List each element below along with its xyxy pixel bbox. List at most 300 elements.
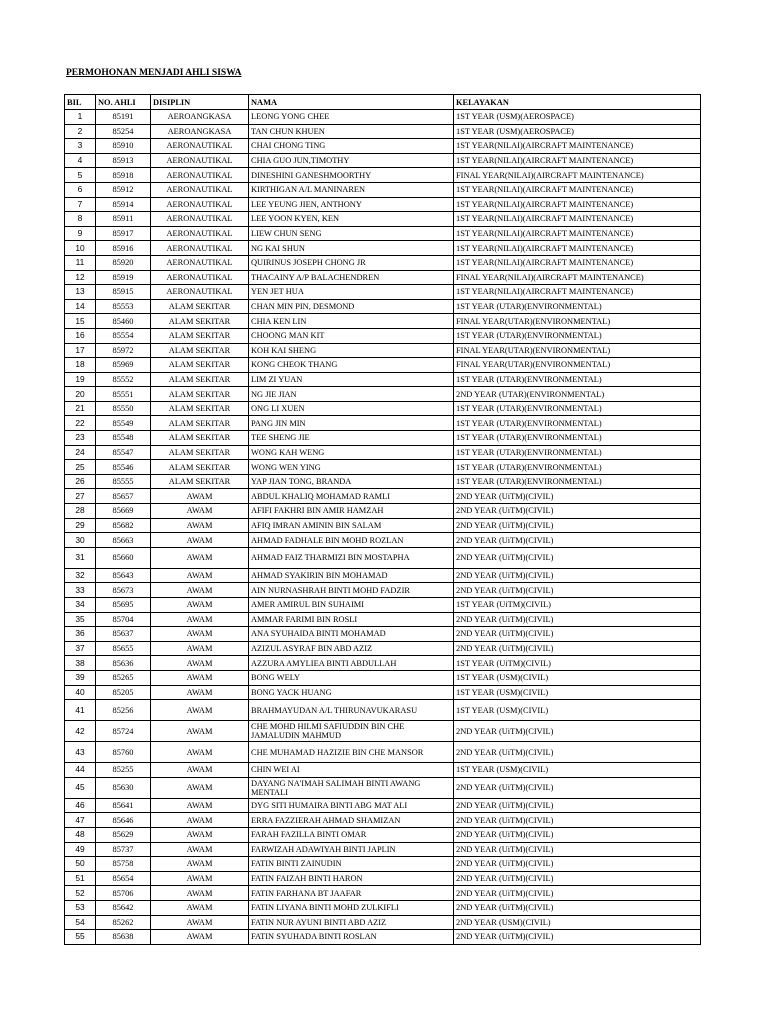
cell-kelayakan: 2ND YEAR (UTAR)(ENVIRONMENTAL) [454,387,701,402]
table-row [65,241,701,256]
cell-no-ahli: 85737 [96,842,151,857]
cell-nama: AZZURA AMYLIEA BINTI ABDULLAH [249,656,454,671]
cell-nama: AFIFI FAKHRI BIN AMIR HAMZAH [249,504,454,519]
cell-nama: WONG KAH WENG [249,445,454,460]
cell-nama: BONG YACK HUANG [249,685,454,700]
cell-kelayakan: FINAL YEAR(NILAI)(AIRCRAFT MAINTENANCE) [454,168,701,183]
cell-no-ahli: 85549 [96,416,151,431]
cell-kelayakan: 1ST YEAR (USM)(CIVIL) [454,685,701,700]
cell-disiplin: AERONAUTIKAL [151,285,249,300]
table-row [65,270,701,285]
cell-nama: AHMAD SYAKIRIN BIN MOHAMAD [249,568,454,583]
cell-kelayakan: 2ND YEAR (UiTM)(CIVIL) [454,504,701,519]
cell-disiplin: ALAM SEKITAR [151,343,249,358]
cell-kelayakan: 1ST YEAR (UiTM)(CIVIL) [454,656,701,671]
table-row [65,285,701,300]
cell-bil: 2 [65,124,96,139]
table-row [65,110,701,125]
table-row [65,598,701,613]
cell-bil: 39 [65,670,96,685]
cell-bil: 1 [65,110,96,125]
cell-bil: 51 [65,871,96,886]
cell-bil: 22 [65,416,96,431]
cell-nama: FATIN BINTI ZAINUDIN [249,857,454,872]
table-row [65,387,701,402]
cell-no-ahli: 85915 [96,285,151,300]
cell-no-ahli: 85255 [96,763,151,778]
cell-no-ahli: 85914 [96,197,151,212]
table-body [65,110,701,945]
cell-bil: 18 [65,358,96,373]
cell-nama: CHAI CHONG TING [249,139,454,154]
cell-no-ahli: 85682 [96,518,151,533]
cell-nama: KOH KAI SHENG [249,343,454,358]
cell-no-ahli: 85919 [96,270,151,285]
cell-kelayakan: FINAL YEAR(UTAR)(ENVIRONMENTAL) [454,314,701,329]
cell-kelayakan: 2ND YEAR (USM)(CIVIL) [454,915,701,930]
cell-kelayakan: 1ST YEAR(NILAI)(AIRCRAFT MAINTENANCE) [454,139,701,154]
cell-nama: KONG CHEOK THANG [249,358,454,373]
cell-disiplin: AWAM [151,518,249,533]
cell-bil: 21 [65,401,96,416]
cell-nama: LIEW CHUN SENG [249,226,454,241]
table-row [65,445,701,460]
table-row [65,827,701,842]
cell-disiplin: ALAM SEKITAR [151,299,249,314]
cell-nama: THACAINY A/P BALACHENDREN [249,270,454,285]
cell-nama: CHOONG MAN KIT [249,328,454,343]
table-row [65,627,701,642]
cell-no-ahli: 85553 [96,299,151,314]
cell-kelayakan: 2ND YEAR (UiTM)(CIVIL) [454,547,701,568]
table-row [65,670,701,685]
cell-no-ahli: 85205 [96,685,151,700]
table-row [65,416,701,431]
table-row [65,798,701,813]
cell-nama: FARAH FAZILLA BINTI OMAR [249,827,454,842]
table-row [65,656,701,671]
cell-disiplin: AWAM [151,533,249,548]
cell-disiplin: AWAM [151,598,249,613]
cell-bil: 5 [65,168,96,183]
cell-kelayakan: 2ND YEAR (UiTM)(CIVIL) [454,518,701,533]
cell-kelayakan: 2ND YEAR (UiTM)(CIVIL) [454,886,701,901]
cell-kelayakan: 2ND YEAR (UiTM)(CIVIL) [454,798,701,813]
cell-no-ahli: 85641 [96,798,151,813]
cell-nama: PANG JIN MIN [249,416,454,431]
table-row [65,518,701,533]
cell-nama: NG JIE JIAN [249,387,454,402]
cell-disiplin: AWAM [151,547,249,568]
cell-nama: LEE YEUNG JIEN, ANTHONY [249,197,454,212]
header-kelayakan: KELAYAKAN [454,95,701,110]
cell-bil: 19 [65,372,96,387]
cell-kelayakan: 1ST YEAR(NILAI)(AIRCRAFT MAINTENANCE) [454,241,701,256]
cell-nama: AMMAR FARIMI BIN ROSLI [249,612,454,627]
cell-kelayakan: 2ND YEAR (UiTM)(CIVIL) [454,857,701,872]
table-row [65,314,701,329]
cell-disiplin: AWAM [151,504,249,519]
cell-nama: QUIRINUS JOSEPH CHONG JR [249,255,454,270]
cell-no-ahli: 85654 [96,871,151,886]
cell-kelayakan: 2ND YEAR (UiTM)(CIVIL) [454,871,701,886]
cell-kelayakan: 1ST YEAR (USM)(CIVIL) [454,763,701,778]
table-row [65,612,701,627]
table-row [65,182,701,197]
table-row [65,700,701,721]
cell-no-ahli: 85695 [96,598,151,613]
cell-disiplin: ALAM SEKITAR [151,328,249,343]
cell-nama: AFIQ IMRAN AMININ BIN SALAM [249,518,454,533]
cell-disiplin: AEROANGKASA [151,124,249,139]
cell-bil: 25 [65,460,96,475]
cell-nama: LEONG YONG CHEE [249,110,454,125]
cell-nama: ABDUL KHALIQ MOHAMAD RAMLI [249,489,454,504]
cell-no-ahli: 85760 [96,742,151,763]
cell-disiplin: ALAM SEKITAR [151,445,249,460]
cell-no-ahli: 85636 [96,656,151,671]
cell-kelayakan: 1ST YEAR (UiTM)(CIVIL) [454,598,701,613]
cell-bil: 55 [65,930,96,945]
cell-bil: 40 [65,685,96,700]
cell-disiplin: AEROANGKASA [151,110,249,125]
cell-nama: FATIN FARHANA BT JAAFAR [249,886,454,901]
cell-no-ahli: 85912 [96,182,151,197]
cell-disiplin: ALAM SEKITAR [151,314,249,329]
cell-disiplin: AWAM [151,886,249,901]
cell-nama: CHE MUHAMAD HAZIZIE BIN CHE MANSOR [249,742,454,763]
cell-no-ahli: 85646 [96,813,151,828]
cell-bil: 7 [65,197,96,212]
cell-bil: 46 [65,798,96,813]
cell-bil: 54 [65,915,96,930]
cell-no-ahli: 85637 [96,627,151,642]
cell-nama: AHMAD FAIZ THARMIZI BIN MOSTAPHA [249,547,454,568]
table-row [65,685,701,700]
cell-disiplin: AERONAUTIKAL [151,241,249,256]
cell-bil: 31 [65,547,96,568]
cell-no-ahli: 85551 [96,387,151,402]
cell-bil: 28 [65,504,96,519]
cell-kelayakan: 2ND YEAR (UiTM)(CIVIL) [454,489,701,504]
table-row [65,915,701,930]
page-title: PERMOHONAN MENJADI AHLI SISWA [66,68,242,78]
cell-bil: 17 [65,343,96,358]
cell-no-ahli: 85191 [96,110,151,125]
table-row [65,930,701,945]
table-row [65,431,701,446]
table-header-row [65,95,701,110]
cell-no-ahli: 85546 [96,460,151,475]
cell-bil: 13 [65,285,96,300]
cell-bil: 35 [65,612,96,627]
cell-disiplin: AWAM [151,568,249,583]
cell-bil: 4 [65,153,96,168]
cell-disiplin: AWAM [151,670,249,685]
cell-bil: 42 [65,721,96,742]
cell-disiplin: AERONAUTIKAL [151,139,249,154]
cell-no-ahli: 85256 [96,700,151,721]
cell-kelayakan: 1ST YEAR(NILAI)(AIRCRAFT MAINTENANCE) [454,153,701,168]
cell-disiplin: AWAM [151,583,249,598]
cell-bil: 48 [65,827,96,842]
table-row [65,343,701,358]
cell-nama: YAP JIAN TONG, BRANDA [249,474,454,489]
table-row [65,533,701,548]
cell-bil: 8 [65,212,96,227]
cell-bil: 26 [65,474,96,489]
cell-bil: 9 [65,226,96,241]
cell-bil: 14 [65,299,96,314]
table-row [65,168,701,183]
cell-nama: CHE MOHD HILMI SAFIUDDIN BIN CHE JAMALUDIN MAHMUD [249,721,454,742]
cell-disiplin: AWAM [151,827,249,842]
cell-disiplin: AWAM [151,656,249,671]
cell-kelayakan: FINAL YEAR(UTAR)(ENVIRONMENTAL) [454,358,701,373]
cell-kelayakan: 1ST YEAR (USM)(AEROSPACE) [454,124,701,139]
cell-nama: FATIN SYUHADA BINTI ROSLAN [249,930,454,945]
cell-nama: AHMAD FADHALE BIN MOHD ROZLAN [249,533,454,548]
cell-bil: 20 [65,387,96,402]
cell-kelayakan: 2ND YEAR (UiTM)(CIVIL) [454,827,701,842]
cell-disiplin: AWAM [151,641,249,656]
cell-nama: WONG WEN YING [249,460,454,475]
cell-no-ahli: 85643 [96,568,151,583]
table-row [65,474,701,489]
cell-nama: TAN CHUN KHUEN [249,124,454,139]
cell-kelayakan: 2ND YEAR (UiTM)(CIVIL) [454,641,701,656]
table-row [65,139,701,154]
cell-nama: DYG SITI HUMAIRA BINTI ABG MAT ALI [249,798,454,813]
table-row [65,460,701,475]
table-row [65,212,701,227]
cell-disiplin: ALAM SEKITAR [151,431,249,446]
cell-disiplin: AWAM [151,930,249,945]
cell-bil: 33 [65,583,96,598]
cell-disiplin: AERONAUTIKAL [151,270,249,285]
cell-kelayakan: 1ST YEAR(NILAI)(AIRCRAFT MAINTENANCE) [454,226,701,241]
cell-bil: 16 [65,328,96,343]
cell-nama: DINESHINI GANESHMOORTHY [249,168,454,183]
cell-bil: 15 [65,314,96,329]
cell-no-ahli: 85642 [96,900,151,915]
table-row [65,504,701,519]
cell-nama: ERRA FAZZIERAH AHMAD SHAMIZAN [249,813,454,828]
cell-no-ahli: 85913 [96,153,151,168]
cell-disiplin: AERONAUTIKAL [151,168,249,183]
cell-kelayakan: 1ST YEAR (UTAR)(ENVIRONMENTAL) [454,460,701,475]
cell-kelayakan: 2ND YEAR (UiTM)(CIVIL) [454,627,701,642]
header-nama: NAMA [249,95,454,110]
cell-nama: AIN NURNASHRAH BINTI MOHD FADZIR [249,583,454,598]
cell-kelayakan: 2ND YEAR (UiTM)(CIVIL) [454,930,701,945]
table-row [65,124,701,139]
cell-disiplin: AWAM [151,871,249,886]
cell-disiplin: AWAM [151,798,249,813]
cell-kelayakan: 2ND YEAR (UiTM)(CIVIL) [454,813,701,828]
table-row [65,358,701,373]
cell-nama: LEE YOON KYEN, KEN [249,212,454,227]
cell-kelayakan: 1ST YEAR(NILAI)(AIRCRAFT MAINTENANCE) [454,182,701,197]
table-row [65,842,701,857]
table-row [65,763,701,778]
cell-no-ahli: 85630 [96,777,151,798]
cell-nama: AMER AMIRUL BIN SUHAIMI [249,598,454,613]
cell-nama: YEN JET HUA [249,285,454,300]
cell-nama: CHAN MIN PIN, DESMOND [249,299,454,314]
cell-bil: 47 [65,813,96,828]
cell-no-ahli: 85910 [96,139,151,154]
cell-bil: 11 [65,255,96,270]
cell-bil: 53 [65,900,96,915]
cell-bil: 44 [65,763,96,778]
cell-no-ahli: 85638 [96,930,151,945]
cell-bil: 45 [65,777,96,798]
cell-disiplin: AWAM [151,489,249,504]
table-row [65,401,701,416]
cell-no-ahli: 85548 [96,431,151,446]
cell-disiplin: ALAM SEKITAR [151,401,249,416]
cell-no-ahli: 85673 [96,583,151,598]
cell-no-ahli: 85916 [96,241,151,256]
table-row [65,299,701,314]
cell-no-ahli: 85460 [96,314,151,329]
cell-disiplin: ALAM SEKITAR [151,474,249,489]
table-row [65,197,701,212]
cell-nama: FATIN LIYANA BINTI MOHD ZULKIFLI [249,900,454,915]
cell-no-ahli: 85660 [96,547,151,568]
cell-no-ahli: 85663 [96,533,151,548]
cell-kelayakan: 1ST YEAR(NILAI)(AIRCRAFT MAINTENANCE) [454,212,701,227]
cell-kelayakan: 2ND YEAR (UiTM)(CIVIL) [454,777,701,798]
cell-disiplin: AWAM [151,842,249,857]
cell-nama: FARWIZAH ADAWIYAH BINTI JAPLIN [249,842,454,857]
cell-disiplin: AWAM [151,915,249,930]
cell-bil: 43 [65,742,96,763]
cell-disiplin: AWAM [151,742,249,763]
cell-bil: 10 [65,241,96,256]
cell-disiplin: AERONAUTIKAL [151,212,249,227]
header-disiplin: DISIPLIN [151,95,249,110]
table-row [65,255,701,270]
cell-no-ahli: 85265 [96,670,151,685]
cell-no-ahli: 85254 [96,124,151,139]
cell-kelayakan: 2ND YEAR (UiTM)(CIVIL) [454,583,701,598]
cell-kelayakan: 2ND YEAR (UiTM)(CIVIL) [454,742,701,763]
cell-bil: 38 [65,656,96,671]
cell-disiplin: AWAM [151,900,249,915]
cell-no-ahli: 85547 [96,445,151,460]
cell-nama: CHIA GUO JUN,TIMOTHY [249,153,454,168]
cell-no-ahli: 85555 [96,474,151,489]
cell-disiplin: AWAM [151,763,249,778]
cell-kelayakan: FINAL YEAR(UTAR)(ENVIRONMENTAL) [454,343,701,358]
cell-bil: 12 [65,270,96,285]
cell-no-ahli: 85554 [96,328,151,343]
cell-no-ahli: 85550 [96,401,151,416]
cell-disiplin: AWAM [151,612,249,627]
cell-no-ahli: 85552 [96,372,151,387]
cell-disiplin: AERONAUTIKAL [151,153,249,168]
cell-disiplin: ALAM SEKITAR [151,372,249,387]
cell-no-ahli: 85758 [96,857,151,872]
cell-kelayakan: 1ST YEAR (UTAR)(ENVIRONMENTAL) [454,445,701,460]
cell-nama: TEE SHENG JIE [249,431,454,446]
table-row [65,547,701,568]
table-row [65,226,701,241]
cell-kelayakan: 1ST YEAR(NILAI)(AIRCRAFT MAINTENANCE) [454,197,701,212]
table-row [65,886,701,901]
cell-bil: 50 [65,857,96,872]
cell-no-ahli: 85657 [96,489,151,504]
table-row [65,372,701,387]
table-row [65,641,701,656]
cell-disiplin: AERONAUTIKAL [151,182,249,197]
table-row [65,857,701,872]
cell-nama: ANA SYUHAIDA BINTI MOHAMAD [249,627,454,642]
cell-nama: NG KAI SHUN [249,241,454,256]
header-bil: BIL [65,95,96,110]
cell-no-ahli: 85704 [96,612,151,627]
cell-kelayakan: 1ST YEAR (USM)(CIVIL) [454,670,701,685]
cell-disiplin: ALAM SEKITAR [151,416,249,431]
cell-no-ahli: 85911 [96,212,151,227]
cell-bil: 29 [65,518,96,533]
cell-disiplin: AWAM [151,813,249,828]
cell-nama: KIRTHIGAN A/L MANINAREN [249,182,454,197]
cell-disiplin: AWAM [151,627,249,642]
cell-kelayakan: 1ST YEAR(NILAI)(AIRCRAFT MAINTENANCE) [454,255,701,270]
table-row [65,328,701,343]
cell-no-ahli: 85655 [96,641,151,656]
cell-bil: 27 [65,489,96,504]
cell-kelayakan: 1ST YEAR(NILAI)(AIRCRAFT MAINTENANCE) [454,285,701,300]
cell-kelayakan: 1ST YEAR (UTAR)(ENVIRONMENTAL) [454,372,701,387]
cell-kelayakan: 1ST YEAR (UTAR)(ENVIRONMENTAL) [454,474,701,489]
cell-nama: CHIN WEI AI [249,763,454,778]
cell-bil: 6 [65,182,96,197]
cell-bil: 24 [65,445,96,460]
cell-bil: 36 [65,627,96,642]
cell-disiplin: AERONAUTIKAL [151,197,249,212]
table-row [65,777,701,798]
cell-no-ahli: 85920 [96,255,151,270]
member-table [64,94,701,945]
cell-bil: 34 [65,598,96,613]
cell-nama: FATIN NUR AYUNI BINTI ABD AZIZ [249,915,454,930]
cell-nama: CHIA KEN LIN [249,314,454,329]
cell-no-ahli: 85972 [96,343,151,358]
cell-bil: 32 [65,568,96,583]
cell-kelayakan: 2ND YEAR (UiTM)(CIVIL) [454,612,701,627]
cell-no-ahli: 85918 [96,168,151,183]
cell-kelayakan: 1ST YEAR (UTAR)(ENVIRONMENTAL) [454,401,701,416]
cell-nama: ONG LI XUEN [249,401,454,416]
cell-no-ahli: 85629 [96,827,151,842]
cell-kelayakan: 2ND YEAR (UiTM)(CIVIL) [454,568,701,583]
cell-no-ahli: 85669 [96,504,151,519]
cell-nama: FATIN FAIZAH BINTI HARON [249,871,454,886]
cell-no-ahli: 85969 [96,358,151,373]
cell-kelayakan: 2ND YEAR (UiTM)(CIVIL) [454,842,701,857]
cell-kelayakan: 2ND YEAR (UiTM)(CIVIL) [454,721,701,742]
cell-kelayakan: 2ND YEAR (UiTM)(CIVIL) [454,533,701,548]
cell-disiplin: AWAM [151,777,249,798]
table-row [65,583,701,598]
cell-no-ahli: 85724 [96,721,151,742]
table-row [65,813,701,828]
cell-disiplin: AWAM [151,857,249,872]
